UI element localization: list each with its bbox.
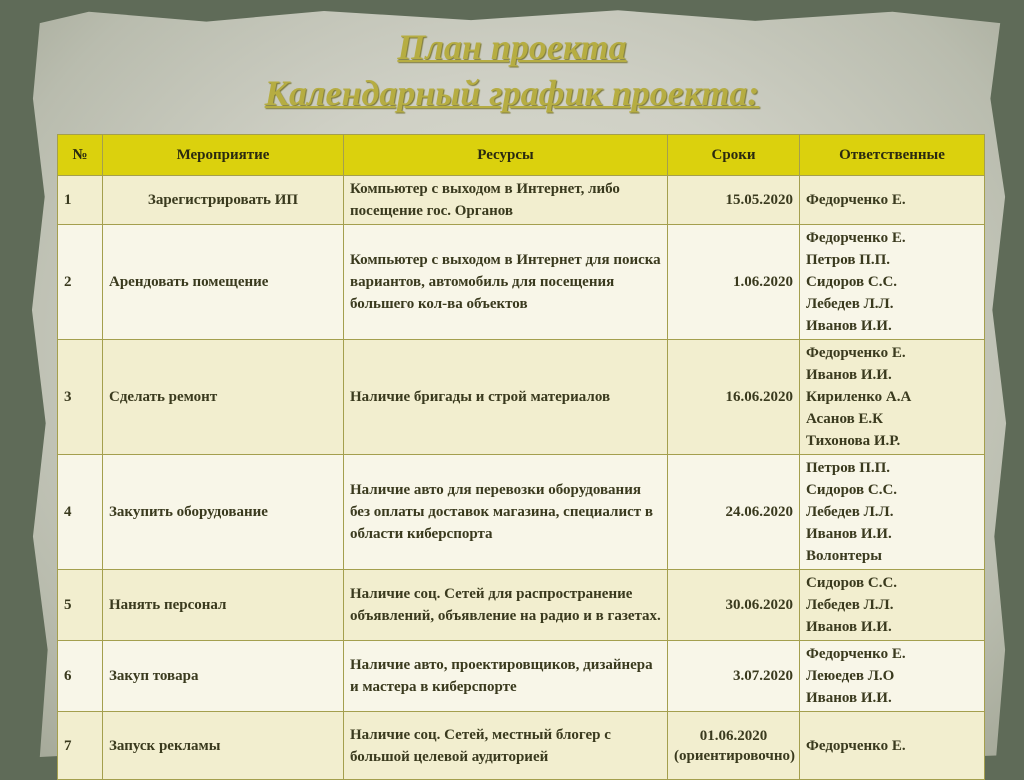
- row-dates: 01.06.2020 (ориентировочно): [668, 712, 800, 780]
- responsible-person: Волонтеры: [806, 548, 882, 564]
- row-dates: 16.06.2020: [668, 340, 800, 455]
- row-responsible: [800, 570, 985, 641]
- responsible-person: Иванов И.И.: [806, 526, 892, 542]
- responsible-person: Лебедев Л.Л.: [806, 597, 894, 613]
- table-row: [58, 712, 985, 780]
- row-resources: Компьютер с выходом в Интернет для поиска вариантов, автомобиль для посещения большего кол-ва объектов: [344, 225, 668, 340]
- row-num: 2: [58, 225, 103, 340]
- row-dates: 1.06.2020: [668, 225, 800, 340]
- header-responsible: Ответственные: [800, 135, 985, 176]
- row-event: Закуп товара: [103, 641, 344, 712]
- header-row: [58, 135, 985, 176]
- row-responsible: [800, 340, 985, 455]
- responsible-person: Иванов И.И.: [806, 619, 892, 635]
- row-resources: Наличие авто для перевозки оборудования без оплаты доставок магазина, специалист в области киберспорта: [344, 455, 668, 570]
- row-resources: Компьютер с выходом в Интернет, либо посещение гос. Органов: [344, 176, 668, 225]
- table-row: [58, 176, 985, 225]
- responsible-person: Сидоров С.С.: [806, 274, 898, 290]
- responsible-person: Федорченко Е.: [806, 230, 906, 246]
- header-resources: Ресурсы: [344, 135, 668, 176]
- responsible-person: Лебедев Л.Л.: [806, 296, 894, 312]
- row-dates: 15.05.2020: [668, 176, 800, 225]
- title-line-2: Календарный график проекта:: [264, 73, 760, 113]
- table-row: [58, 570, 985, 641]
- row-num: 7: [58, 712, 103, 780]
- row-resources: Наличие соц. Сетей для распространение объявлений, объявление на радио и в газетах.: [344, 570, 668, 641]
- table-row: [58, 340, 985, 455]
- row-num: 3: [58, 340, 103, 455]
- responsible-person: Петров П.П.: [806, 252, 891, 268]
- row-event: Сделать ремонт: [103, 340, 344, 455]
- row-num: 1: [58, 176, 103, 225]
- responsible-person: Федорченко Е.: [806, 345, 906, 361]
- responsible-person: Федорченко Е.: [806, 192, 906, 208]
- row-responsible: [800, 176, 985, 225]
- responsible-person: Петров П.П.: [806, 460, 891, 476]
- row-num: 4: [58, 455, 103, 570]
- table-row: [58, 455, 985, 570]
- row-responsible: [800, 455, 985, 570]
- responsible-person: Федорченко Е.: [806, 737, 906, 754]
- row-resources: Наличие соц. Сетей, местный блогер с большой целевой аудиторией: [344, 712, 668, 780]
- row-dates: 3.07.2020: [668, 641, 800, 712]
- row-resources: Наличие бригады и строй материалов: [344, 340, 668, 455]
- responsible-person: Лебедев Л.Л.: [806, 504, 894, 520]
- responsible-person: Иванов И.И.: [806, 367, 892, 383]
- responsible-person: Асанов Е.К: [806, 411, 884, 427]
- row-resources: Наличие авто, проектировщиков, дизайнера и мастера в киберспорте: [344, 641, 668, 712]
- responsible-person: Сидоров С.С.: [806, 482, 898, 498]
- row-num: 5: [58, 570, 103, 641]
- table-row: [58, 641, 985, 712]
- schedule-table: [57, 134, 985, 780]
- row-event: Арендовать помещение: [103, 225, 344, 340]
- responsible-person: Сидоров С.С.: [806, 575, 898, 591]
- row-responsible: [800, 225, 985, 340]
- header-num: №: [58, 135, 103, 176]
- responsible-person: Иванов И.И.: [806, 690, 892, 706]
- row-dates: 24.06.2020: [668, 455, 800, 570]
- responsible-person: Федорченко Е.: [806, 646, 906, 662]
- row-dates: 30.06.2020: [668, 570, 800, 641]
- header-dates: Сроки: [668, 135, 800, 176]
- responsible-person: Иванов И.И.: [806, 318, 892, 334]
- row-event: Зарегистрировать ИП: [103, 176, 344, 225]
- title-line-1: План проекта: [397, 27, 627, 67]
- table-row: [58, 225, 985, 340]
- responsible-person: Кириленко А.А: [806, 389, 912, 405]
- row-event: Нанять персонал: [103, 570, 344, 641]
- row-event: Закупить оборудование: [103, 455, 344, 570]
- responsible-person: Тихонова И.Р.: [806, 433, 901, 449]
- header-event: Мероприятие: [103, 135, 344, 176]
- responsible-person: Леюедев Л.О: [806, 668, 895, 684]
- row-responsible: [800, 641, 985, 712]
- row-event: Запуск рекламы: [103, 712, 344, 780]
- slide-title: [0, 24, 1024, 116]
- row-num: 6: [58, 641, 103, 712]
- row-responsible: [800, 712, 985, 780]
